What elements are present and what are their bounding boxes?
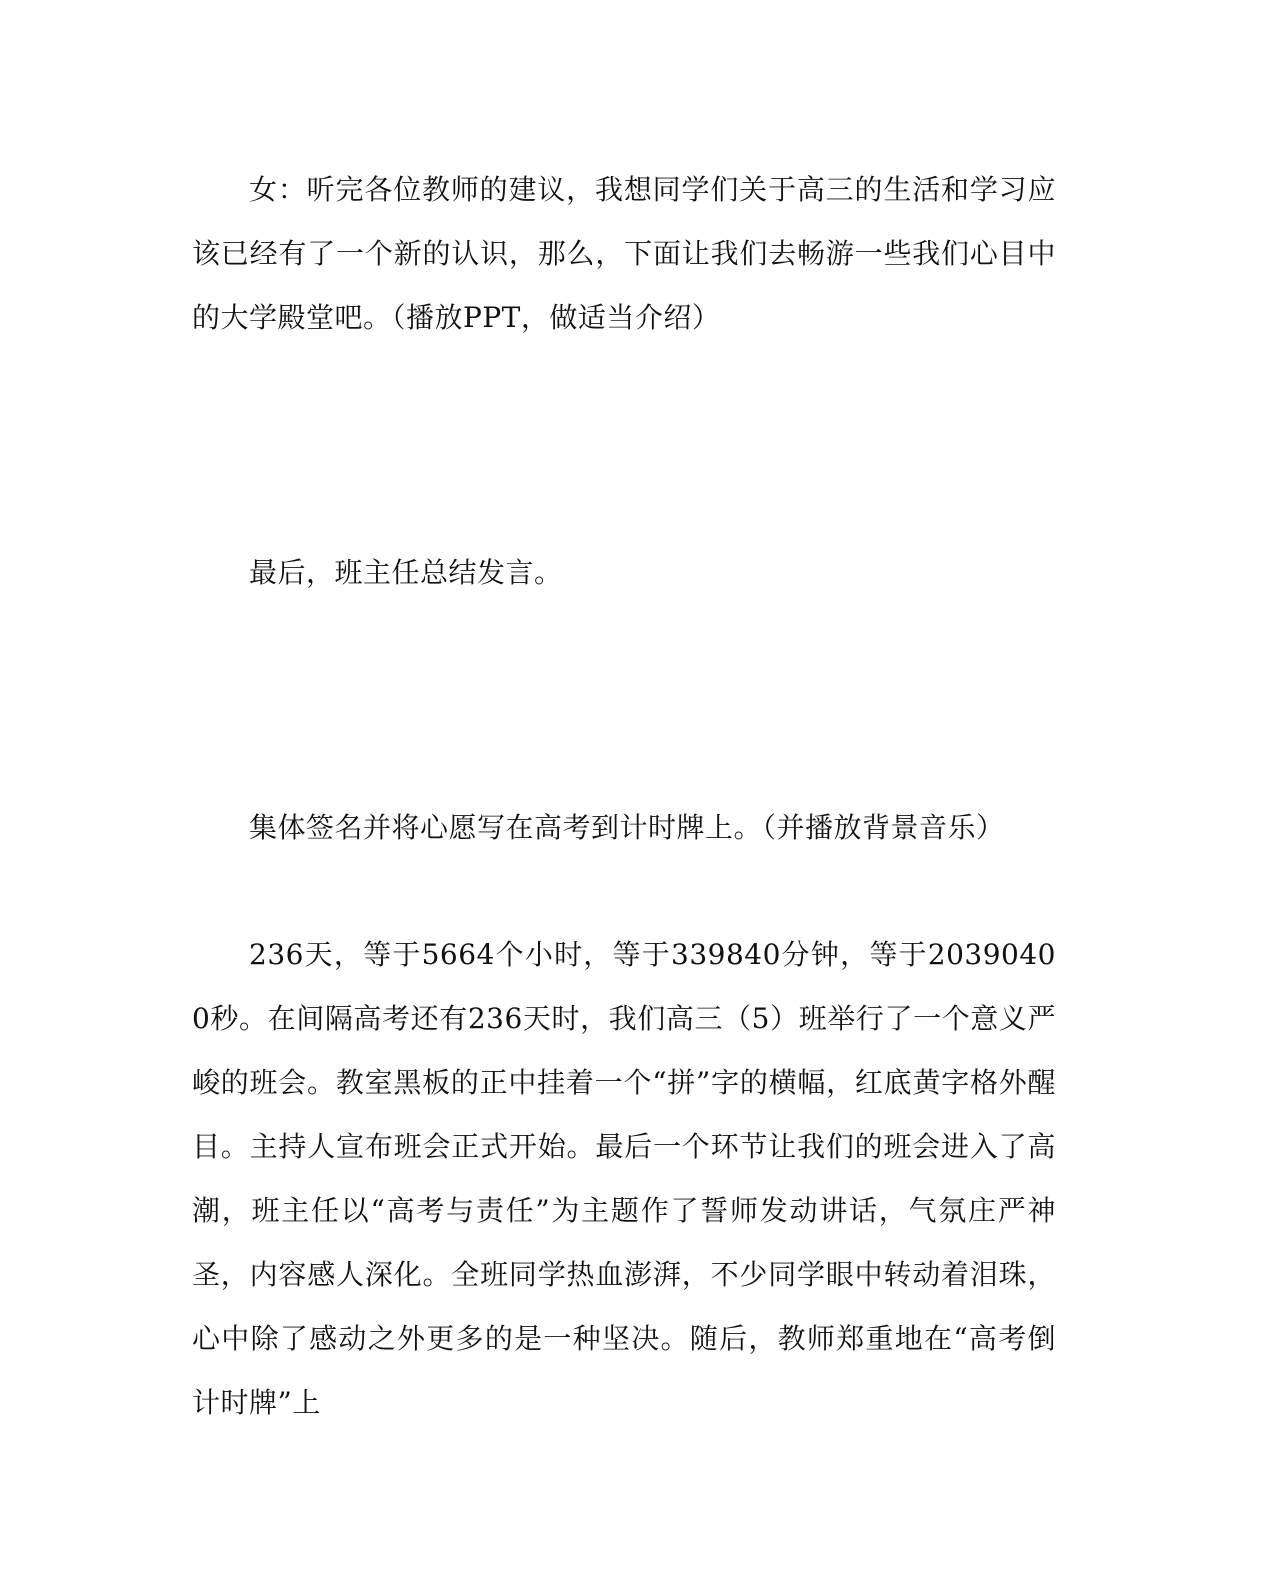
paragraph-collective-signing: 集体签名并将心愿写在高考到计时牌上。（并播放背景音乐） — [249, 811, 1005, 844]
paragraph-host-intro-universities: 女：听完各位教师的建议，我想同学们关于高三的生活和学习应该已经有了一个新的认识，那么，下面让我们去畅游一些我们心目中的大学殿堂吧。（播放PPT，做适当介绍） — [192, 173, 1056, 334]
paragraph-class-meeting-report: 236天，等于5664个小时，等于339840分钟，等于20390400秒。在间隔高考还有236天时，我们高三（5）班举行了一个意义严峻的班会。教室黑板的正中挂着一个“拼”字的横幅，红底黄字格外醒目。主持人宣布班会正式开始。最后一个环节让我们的班会进入了高潮，班主任以“高考与责任”为主题作了誓师发动讲话，气氛庄严神圣，内容感人深化。全班同学热血澎湃，不少同学眼中转动着泪珠，心中除了感动之外更多的是一种坚决。随后，教师郑重地在“高考倒计时牌”上 — [192, 938, 1056, 1419]
paragraph-head-teacher-summary: 最后，班主任总结发言。 — [249, 556, 563, 589]
